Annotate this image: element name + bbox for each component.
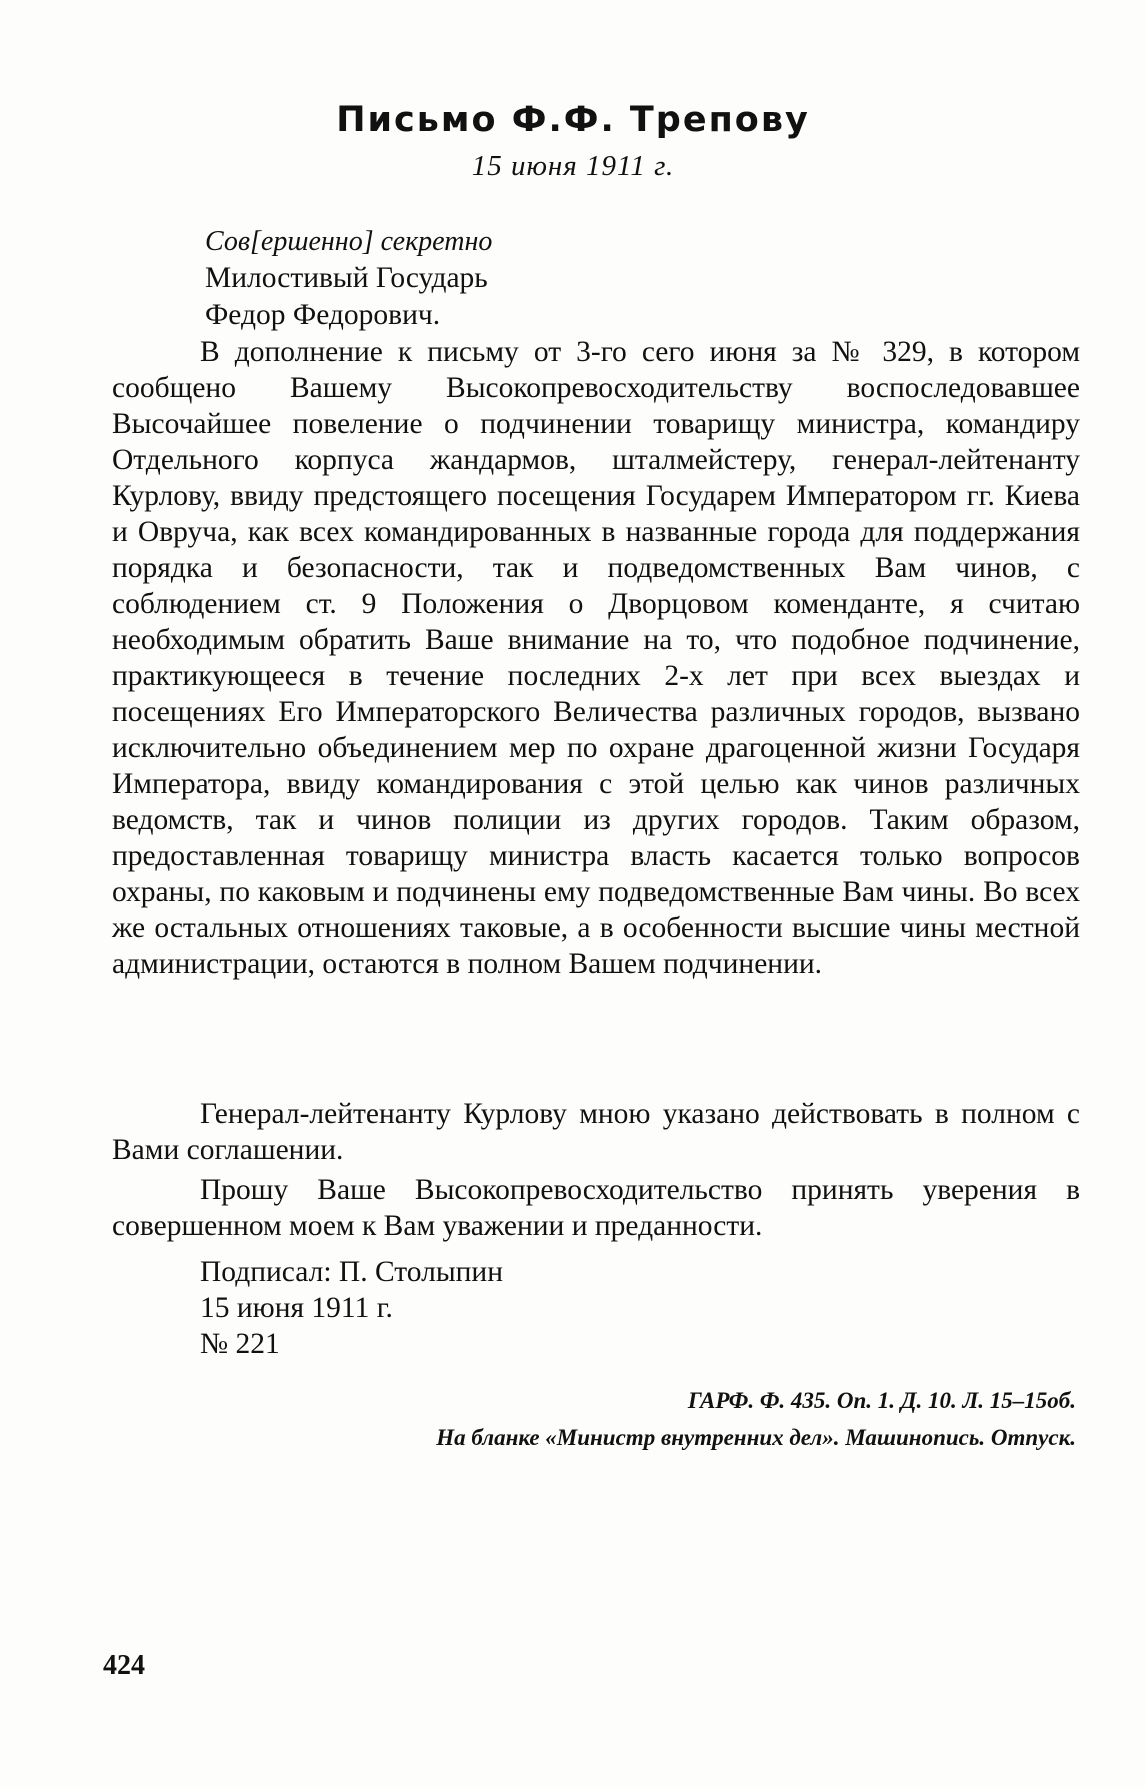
secrecy-mark: Сов[ершенно] секретно bbox=[205, 226, 493, 257]
letter-title: Письмо Ф.Ф. Трепову bbox=[336, 100, 810, 140]
signature-date: 15 июня 1911 г. bbox=[200, 1292, 393, 1324]
document-number: № 221 bbox=[200, 1328, 280, 1360]
document-description: На бланке «Министр внутренних дел». Машинопись. Отпуск. bbox=[436, 1425, 1076, 1450]
archive-reference: ГАРФ. Ф. 435. Оп. 1. Д. 10. Л. 15–15об. bbox=[687, 1388, 1076, 1413]
salutation-line-1: Милостивый Государь bbox=[205, 262, 488, 294]
paragraph-kurlov: Генерал-лейтенанту Курлову мною указано действовать в полном с Вами соглашении. bbox=[112, 1098, 1080, 1166]
salutation-line-2: Федор Федорович. bbox=[205, 299, 441, 331]
paragraph-closing: Прошу Ваше Высокопревосходительство принять уверения в совершенном моем к Вам уважении и преданности. bbox=[112, 1174, 1080, 1242]
page-number: 424 bbox=[103, 1650, 145, 1681]
letter-date: 15 июня 1911 г. bbox=[471, 150, 675, 182]
main-paragraph: В дополнение к письму от 3-го сего июня за № 329, в котором сообщено Вашему Высокопревосходительству воспоследовавшее Высочайшее повеление о подчинении товарищу министра, командиру Отдельного корпуса жандармов, шталмейстеру, генерал-лейтенанту Курлову, ввиду предстоящего посещения Государем Императором гг. Киева и Овруча, как всех командированных в названные города для поддержания порядка и безопасности, так и подведомственных Вам чинов, с соблюдением ст. 9 Положения о Дворцовом коменданте, я считаю необходимым обратить Ваше внимание на то, что подобное подчинение, практикующееся в течение последних 2-х лет при всех выездах и посещениях Его Императорского Величества различных городов, вызвано исключительно объединением мер по охране драгоценной жизни Государя Императора, ввиду командирования с этой целью как чинов различных ведомств, так и чинов полиции из других городов. Таким образом, предоставленная товарищу министра власть касается только вопросов охраны, по каковым и подчинены ему подведомственные Вам чины. Во всех же остальных отношениях таковые, а в особенности высшие чины местной администрации, остаются в полном Вашем подчинении. bbox=[112, 336, 1080, 980]
signature: Подписал: П. Столыпин bbox=[200, 1256, 503, 1288]
